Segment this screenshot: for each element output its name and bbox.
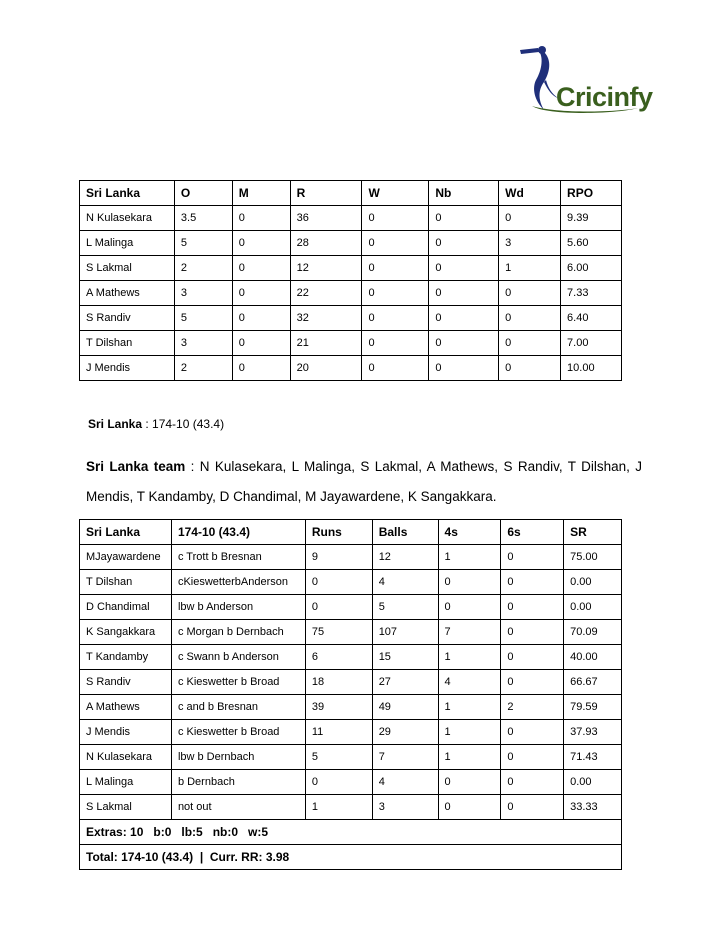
table-cell: 0 [362,281,429,306]
table-cell: 0 [232,231,290,256]
table-cell: 0 [362,231,429,256]
table-cell: 0.00 [564,595,622,620]
table-cell: 5 [372,595,438,620]
table-cell: 0 [305,770,372,795]
column-header: SR [564,520,622,545]
header-row [80,181,622,206]
table-cell: S Randiv [80,306,175,331]
table-cell: 0 [429,306,499,331]
bowler-row [80,356,622,381]
table-cell: 0 [232,356,290,381]
table-cell: 4 [372,770,438,795]
table-cell: 6.00 [561,256,622,281]
bowler-row [80,306,622,331]
table-cell: 0 [501,570,564,595]
table-cell: 4 [438,670,501,695]
table-cell: 1 [438,645,501,670]
team-list-players: : N Kulasekara, L Malinga, S Lakmal, A Mathews, S Randiv, T Dilshan, J Mendis, T Kandamby, D Chandimal, M Jayawardene, K Sangakkara. [86,459,642,504]
table-cell: 0 [232,281,290,306]
table-cell: 0 [429,231,499,256]
table-cell: 1 [305,795,372,820]
table-cell: 3 [174,281,232,306]
table-cell: A Mathews [80,695,172,720]
table-cell: 12 [372,545,438,570]
table-cell: 0 [429,356,499,381]
table-cell: 0 [232,206,290,231]
table-cell: 20 [290,356,362,381]
table-cell: 1 [499,256,561,281]
table-cell: 75.00 [564,545,622,570]
batter-row [80,670,622,695]
table-cell: 1 [438,745,501,770]
column-header: W [362,181,429,206]
table-cell: 3 [174,331,232,356]
extras-text: Extras: 10 b:0 lb:5 nb:0 w:5 [80,820,622,845]
table-cell: c Morgan b Dernbach [171,620,305,645]
column-header: RPO [561,181,622,206]
batting-table [79,519,622,870]
table-cell: 5 [174,231,232,256]
table-cell: 0 [501,545,564,570]
table-cell: 0 [305,570,372,595]
table-cell: 21 [290,331,362,356]
table-cell: 15 [372,645,438,670]
table-cell: 6.40 [561,306,622,331]
table-cell: 7 [438,620,501,645]
table-cell: 27 [372,670,438,695]
table-cell: 107 [372,620,438,645]
table-cell: 9 [305,545,372,570]
table-cell: c Swann b Anderson [171,645,305,670]
table-cell: c Trott b Bresnan [171,545,305,570]
table-cell: D Chandimal [80,595,172,620]
table-cell: 3 [372,795,438,820]
table-cell: S Randiv [80,670,172,695]
logo-text: Cricinfy [556,82,653,112]
table-cell: 66.67 [564,670,622,695]
column-header: O [174,181,232,206]
table-cell: 18 [305,670,372,695]
table-cell: 36 [290,206,362,231]
table-cell: 0 [501,720,564,745]
table-cell: 32 [290,306,362,331]
table-cell: 7.00 [561,331,622,356]
table-cell: 9.39 [561,206,622,231]
batter-row [80,570,622,595]
table-cell: T Dilshan [80,331,175,356]
table-cell: 3.5 [174,206,232,231]
column-header: Sri Lanka [80,520,172,545]
batter-row [80,795,622,820]
table-cell: 0 [501,670,564,695]
table-cell: 0 [362,356,429,381]
batter-row [80,595,622,620]
table-cell: 0 [429,206,499,231]
table-cell: 7 [372,745,438,770]
table-cell: L Malinga [80,770,172,795]
table-cell: 0 [438,770,501,795]
table-cell: 4 [372,570,438,595]
table-cell: 0 [501,595,564,620]
table-cell: not out [171,795,305,820]
table-cell: 1 [438,695,501,720]
table-cell: 49 [372,695,438,720]
table-cell: 2 [501,695,564,720]
column-header: Sri Lanka [80,181,175,206]
table-cell: 71.43 [564,745,622,770]
table-cell: 5 [174,306,232,331]
table-cell: S Lakmal [80,256,175,281]
table-cell: L Malinga [80,231,175,256]
table-cell: 12 [290,256,362,281]
column-header: Nb [429,181,499,206]
batter-row [80,745,622,770]
table-cell: 2 [174,256,232,281]
table-cell: 0 [305,595,372,620]
table-cell: 0 [362,256,429,281]
table-cell: c Kieswetter b Broad [171,670,305,695]
table-cell: 40.00 [564,645,622,670]
table-cell: 0 [362,306,429,331]
table-cell: 33.33 [564,795,622,820]
column-header: Balls [372,520,438,545]
total-text: Total: 174-10 (43.4) | Curr. RR: 3.98 [80,845,622,870]
batter-row [80,620,622,645]
table-cell: MJayawardene [80,545,172,570]
table-cell: 0 [232,331,290,356]
bowler-row [80,231,622,256]
table-cell: 0 [499,281,561,306]
batter-row [80,545,622,570]
table-cell: 6 [305,645,372,670]
table-cell: 28 [290,231,362,256]
table-cell: N Kulasekara [80,206,175,231]
table-cell: J Mendis [80,356,175,381]
table-cell: 0.00 [564,570,622,595]
table-cell: 0 [438,570,501,595]
innings-summary [88,417,224,431]
column-header: 6s [501,520,564,545]
column-header: 174-10 (43.4) [171,520,305,545]
table-cell: 5.60 [561,231,622,256]
table-cell: lbw b Anderson [171,595,305,620]
table-cell: A Mathews [80,281,175,306]
table-cell: 70.09 [564,620,622,645]
bowler-row [80,206,622,231]
table-cell: cKieswetterbAnderson [171,570,305,595]
table-cell: b Dernbach [171,770,305,795]
batter-row [80,645,622,670]
table-cell: 0 [501,645,564,670]
table-cell: 0 [362,206,429,231]
table-cell: 0 [501,795,564,820]
table-cell: 10.00 [561,356,622,381]
table-cell: 0 [499,331,561,356]
total-row [80,845,622,870]
innings-team: Sri Lanka [88,417,143,431]
batter-row [80,720,622,745]
table-cell: T Kandamby [80,645,172,670]
table-cell: 1 [438,545,501,570]
table-cell: K Sangakkara [80,620,172,645]
table-cell: 0 [438,595,501,620]
table-cell: T Dilshan [80,570,172,595]
batter-row [80,695,622,720]
table-cell: 39 [305,695,372,720]
table-cell: 0 [362,331,429,356]
table-cell: 22 [290,281,362,306]
column-header: Wd [499,181,561,206]
column-header: 4s [438,520,501,545]
table-cell: 1 [438,720,501,745]
table-cell: 5 [305,745,372,770]
bowler-row [80,331,622,356]
table-cell: 0 [499,206,561,231]
table-cell: 29 [372,720,438,745]
table-cell: 75 [305,620,372,645]
table-cell: 0 [501,745,564,770]
column-header: M [232,181,290,206]
table-cell: J Mendis [80,720,172,745]
table-cell: 0 [501,620,564,645]
bowler-row [80,281,622,306]
table-cell: 0 [429,331,499,356]
table-cell: 0 [501,770,564,795]
table-cell: 0 [499,306,561,331]
header-row [80,520,622,545]
table-cell: 0 [232,256,290,281]
team-list-label: Sri Lanka team [86,459,186,474]
table-cell: S Lakmal [80,795,172,820]
table-cell: lbw b Dernbach [171,745,305,770]
table-cell: c Kieswetter b Broad [171,720,305,745]
bowling-table [79,180,622,381]
team-list [86,452,642,512]
table-cell: 37.93 [564,720,622,745]
table-cell: 0.00 [564,770,622,795]
extras-row [80,820,622,845]
table-cell: c and b Bresnan [171,695,305,720]
table-cell: N Kulasekara [80,745,172,770]
table-cell: 0 [429,256,499,281]
table-cell: 3 [499,231,561,256]
table-cell: 2 [174,356,232,381]
table-cell: 7.33 [561,281,622,306]
batter-row [80,770,622,795]
bowler-row [80,256,622,281]
table-cell: 0 [438,795,501,820]
table-cell: 0 [429,281,499,306]
table-cell: 11 [305,720,372,745]
column-header: R [290,181,362,206]
table-cell: 0 [499,356,561,381]
table-cell: 0 [232,306,290,331]
innings-score: : 174-10 (43.4) [142,417,225,431]
column-header: Runs [305,520,372,545]
table-cell: 79.59 [564,695,622,720]
